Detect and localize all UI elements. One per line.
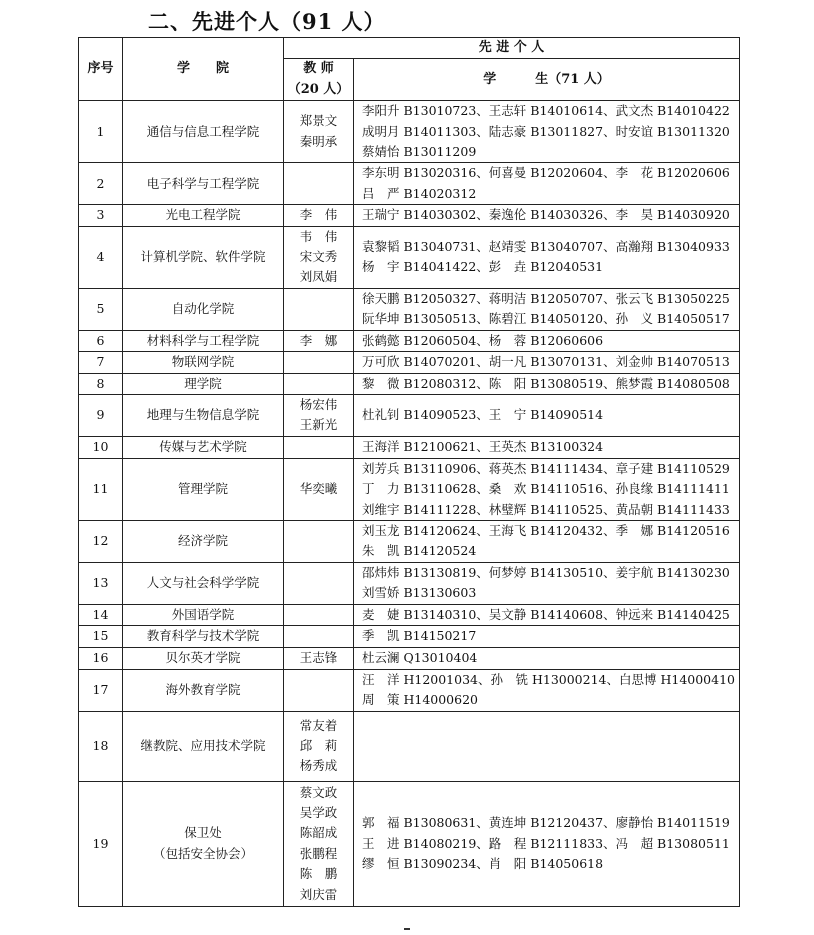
teacher-name: 李 娜 xyxy=(299,332,338,348)
student-line: 李东明 B13020316、何喜曼 B12020604、李 花 B12020606 xyxy=(362,165,730,181)
college-name: 物联网学院 xyxy=(171,354,235,370)
header-teacher-line: （20 人） xyxy=(287,81,350,97)
row-students xyxy=(354,647,740,669)
row-index: 2 xyxy=(79,163,123,205)
header-row-1 xyxy=(79,38,740,59)
student-line: 缪 恒 B13090234、肖 阳 B14050618 xyxy=(362,855,604,871)
row-college xyxy=(123,101,284,163)
row-index: 14 xyxy=(79,604,123,625)
row-students xyxy=(354,604,740,625)
row-college xyxy=(123,711,284,781)
teacher-name: 邱 莉 xyxy=(299,738,338,754)
row-college xyxy=(123,520,284,562)
college-name: （包括安全协会） xyxy=(152,845,253,861)
row-teachers xyxy=(284,562,354,604)
row-students xyxy=(354,226,740,288)
table-row xyxy=(79,205,740,226)
row-index: 1 xyxy=(79,101,123,163)
college-name: 贝尔英才学院 xyxy=(165,650,241,666)
row-students xyxy=(354,711,740,781)
college-name: 自动化学院 xyxy=(171,301,235,317)
table-row xyxy=(79,625,740,647)
teacher-name: 秦明承 xyxy=(299,133,338,149)
teacher-name: 张鹏程 xyxy=(299,845,338,861)
table-row xyxy=(79,647,740,669)
row-teachers xyxy=(284,205,354,226)
row-index: 11 xyxy=(79,458,123,520)
student-line: 杨 宇 B14041422、彭 垚 B12040531 xyxy=(362,259,604,275)
student-line: 刘维宇 B14111228、林璧辉 B14110525、黄品朝 B14111433 xyxy=(362,501,730,517)
college-name: 通信与信息工程学院 xyxy=(146,123,260,139)
student-line: 朱 凯 B14120524 xyxy=(362,543,477,559)
teacher-name: 王新光 xyxy=(299,417,338,433)
row-teachers xyxy=(284,604,354,625)
row-students xyxy=(354,625,740,647)
row-teachers xyxy=(284,373,354,394)
student-line: 周 策 H14000620 xyxy=(362,692,478,708)
college-name: 地理与生物信息学院 xyxy=(146,407,260,423)
teacher-name: 吴学政 xyxy=(299,804,338,820)
college-name: 传媒与艺术学院 xyxy=(159,439,247,455)
table-row xyxy=(79,436,740,458)
teacher-name: 郑景文 xyxy=(299,113,338,129)
row-index: 8 xyxy=(79,373,123,394)
table-row xyxy=(79,520,740,562)
header-index: 序号 xyxy=(79,38,123,101)
header-student: 学 生（71 人） xyxy=(354,59,740,101)
table-row xyxy=(79,226,740,288)
row-index: 18 xyxy=(79,711,123,781)
row-college xyxy=(123,669,284,711)
row-college xyxy=(123,604,284,625)
section-title: 二、先进个人（91 人） xyxy=(148,9,386,34)
table-row xyxy=(79,781,740,906)
row-teachers xyxy=(284,520,354,562)
student-line: 王海洋 B12100621、王英杰 B13100324 xyxy=(362,439,604,455)
row-students xyxy=(354,669,740,711)
header-teacher xyxy=(284,59,354,101)
row-students xyxy=(354,458,740,520)
row-index: 3 xyxy=(79,205,123,226)
row-students xyxy=(354,288,740,330)
student-line: 阮华坤 B13050513、陈碧江 B14050120、孙 义 B14050517 xyxy=(362,311,730,327)
row-teachers xyxy=(284,101,354,163)
row-college xyxy=(123,163,284,205)
teacher-name: 常友着 xyxy=(299,717,338,733)
row-college xyxy=(123,352,284,373)
table-row xyxy=(79,711,740,781)
table-row xyxy=(79,330,740,351)
row-teachers xyxy=(284,226,354,288)
row-students xyxy=(354,330,740,351)
student-line: 袁黎韬 B13040731、赵靖雯 B13040707、高瀚翔 B13040933 xyxy=(362,238,730,254)
row-college xyxy=(123,373,284,394)
college-name: 外国语学院 xyxy=(171,606,235,622)
student-line: 汪 洋 H12001034、孙 铣 H13000214、白思博 H14000410 xyxy=(362,671,735,687)
row-college xyxy=(123,562,284,604)
teacher-name: 李 伟 xyxy=(299,207,338,223)
row-students xyxy=(354,205,740,226)
row-index: 7 xyxy=(79,352,123,373)
row-college xyxy=(123,226,284,288)
teacher-name: 华奕曦 xyxy=(299,481,338,497)
college-name: 海外教育学院 xyxy=(165,682,241,698)
teacher-name: 陈韶成 xyxy=(299,825,338,841)
row-students xyxy=(354,352,740,373)
student-line: 王 进 B14080219、路 程 B12111833、冯 超 B13080511 xyxy=(362,835,730,851)
student-line: 成明月 B14011303、陆志豪 B13011827、时安谊 B13011320 xyxy=(362,123,730,139)
college-name: 材料科学与工程学院 xyxy=(146,332,260,348)
roster-body xyxy=(79,101,740,907)
college-name: 计算机学院、软件学院 xyxy=(140,249,266,265)
table-row xyxy=(79,101,740,163)
row-teachers xyxy=(284,647,354,669)
teacher-name: 刘凤娟 xyxy=(299,269,338,285)
student-line: 刘芳兵 B13110906、蒋英杰 B14111434、章子建 B14110529 xyxy=(362,460,730,476)
student-line: 刘雪娇 B13130603 xyxy=(362,585,477,601)
college-name: 光电工程学院 xyxy=(165,207,241,223)
row-teachers xyxy=(284,394,354,436)
row-college xyxy=(123,781,284,906)
row-teachers xyxy=(284,711,354,781)
student-line: 郭 福 B13080631、黄连坤 B12120437、廖静怡 B14011519 xyxy=(362,815,730,831)
college-name: 保卫处 xyxy=(184,825,222,841)
student-line: 丁 力 B13110628、桑 欢 B14110516、孙良缘 B14111411 xyxy=(362,481,730,497)
row-teachers xyxy=(284,669,354,711)
honor-roster-table xyxy=(78,37,740,907)
row-college xyxy=(123,288,284,330)
college-name: 电子科学与工程学院 xyxy=(146,175,260,191)
student-line: 王瑞宁 B14030302、秦逸伦 B14030326、李 昊 B14030920 xyxy=(362,207,730,223)
row-students xyxy=(354,394,740,436)
student-line: 麦 婕 B13140310、吴文静 B14140608、钟远来 B14140425 xyxy=(362,606,730,622)
row-students xyxy=(354,373,740,394)
table-row xyxy=(79,352,740,373)
college-name: 继教院、应用技术学院 xyxy=(140,738,266,754)
row-index: 15 xyxy=(79,625,123,647)
header-group: 先 进 个 人 xyxy=(284,38,740,59)
table-row xyxy=(79,458,740,520)
teacher-name: 刘庆雷 xyxy=(299,886,338,902)
college-name: 人文与社会科学学院 xyxy=(146,574,260,590)
table-row xyxy=(79,373,740,394)
teacher-name: 韦 伟 xyxy=(299,228,338,244)
row-index: 13 xyxy=(79,562,123,604)
row-teachers xyxy=(284,330,354,351)
row-students xyxy=(354,520,740,562)
student-line: 蔡婧怡 B13011209 xyxy=(362,144,477,160)
student-line: 徐天鹏 B12050327、蒋明洁 B12050707、张云飞 B13050225 xyxy=(362,290,730,306)
row-college xyxy=(123,647,284,669)
row-teachers xyxy=(284,436,354,458)
college-name: 教育科学与技术学院 xyxy=(146,628,260,644)
table-row xyxy=(79,669,740,711)
row-college xyxy=(123,625,284,647)
student-line: 张鹤懿 B12060504、杨 蓉 B12060606 xyxy=(362,332,604,348)
header-college: 学 院 xyxy=(123,38,284,101)
student-line: 刘玉龙 B14120624、王海飞 B14120432、季 娜 B14120516 xyxy=(362,522,730,538)
row-index: 10 xyxy=(79,436,123,458)
row-students xyxy=(354,436,740,458)
row-students xyxy=(354,562,740,604)
row-teachers xyxy=(284,288,354,330)
student-line: 杜云澜 Q13010404 xyxy=(362,650,478,666)
row-college xyxy=(123,394,284,436)
student-line: 杜礼钊 B14090523、王 宁 B14090514 xyxy=(362,407,604,423)
header-teacher-line: 教 师 xyxy=(303,61,334,77)
student-line: 邵炜炜 B13130819、何梦婷 B14130510、姜宇航 B14130230 xyxy=(362,564,730,580)
student-line: 黎 微 B12080312、陈 阳 B13080519、熊梦霞 B14080508 xyxy=(362,375,730,391)
row-index: 19 xyxy=(79,781,123,906)
table-row xyxy=(79,288,740,330)
page-number-mark xyxy=(404,928,410,930)
row-college xyxy=(123,330,284,351)
row-students xyxy=(354,781,740,906)
row-students xyxy=(354,101,740,163)
student-line: 万可欣 B14070201、胡一凡 B13070131、刘金帅 B14070513 xyxy=(362,354,730,370)
college-name: 经济学院 xyxy=(177,533,228,549)
row-teachers xyxy=(284,781,354,906)
row-teachers xyxy=(284,458,354,520)
row-teachers xyxy=(284,352,354,373)
row-students xyxy=(354,163,740,205)
row-college xyxy=(123,205,284,226)
student-line: 季 凯 B14150217 xyxy=(362,628,477,644)
row-index: 17 xyxy=(79,669,123,711)
student-line: 李阳升 B13010723、王志轩 B14010614、武文杰 B14010422 xyxy=(362,103,730,119)
teacher-name: 王志锋 xyxy=(299,650,338,666)
row-index: 4 xyxy=(79,226,123,288)
row-index: 5 xyxy=(79,288,123,330)
row-index: 6 xyxy=(79,330,123,351)
teacher-name: 杨宏伟 xyxy=(299,396,338,412)
teacher-name: 陈 鹏 xyxy=(299,866,338,882)
teacher-name: 宋文秀 xyxy=(299,249,338,265)
row-college xyxy=(123,458,284,520)
student-line: 吕 严 B14020312 xyxy=(362,185,477,201)
table-row xyxy=(79,163,740,205)
table-row xyxy=(79,562,740,604)
table-row xyxy=(79,394,740,436)
row-college xyxy=(123,436,284,458)
row-index: 16 xyxy=(79,647,123,669)
college-name: 管理学院 xyxy=(177,481,228,497)
teacher-name: 杨秀成 xyxy=(299,758,338,774)
row-teachers xyxy=(284,163,354,205)
college-name: 理学院 xyxy=(184,375,222,391)
row-index: 9 xyxy=(79,394,123,436)
row-index: 12 xyxy=(79,520,123,562)
teacher-name: 蔡文政 xyxy=(299,784,338,800)
row-teachers xyxy=(284,625,354,647)
table-row xyxy=(79,604,740,625)
